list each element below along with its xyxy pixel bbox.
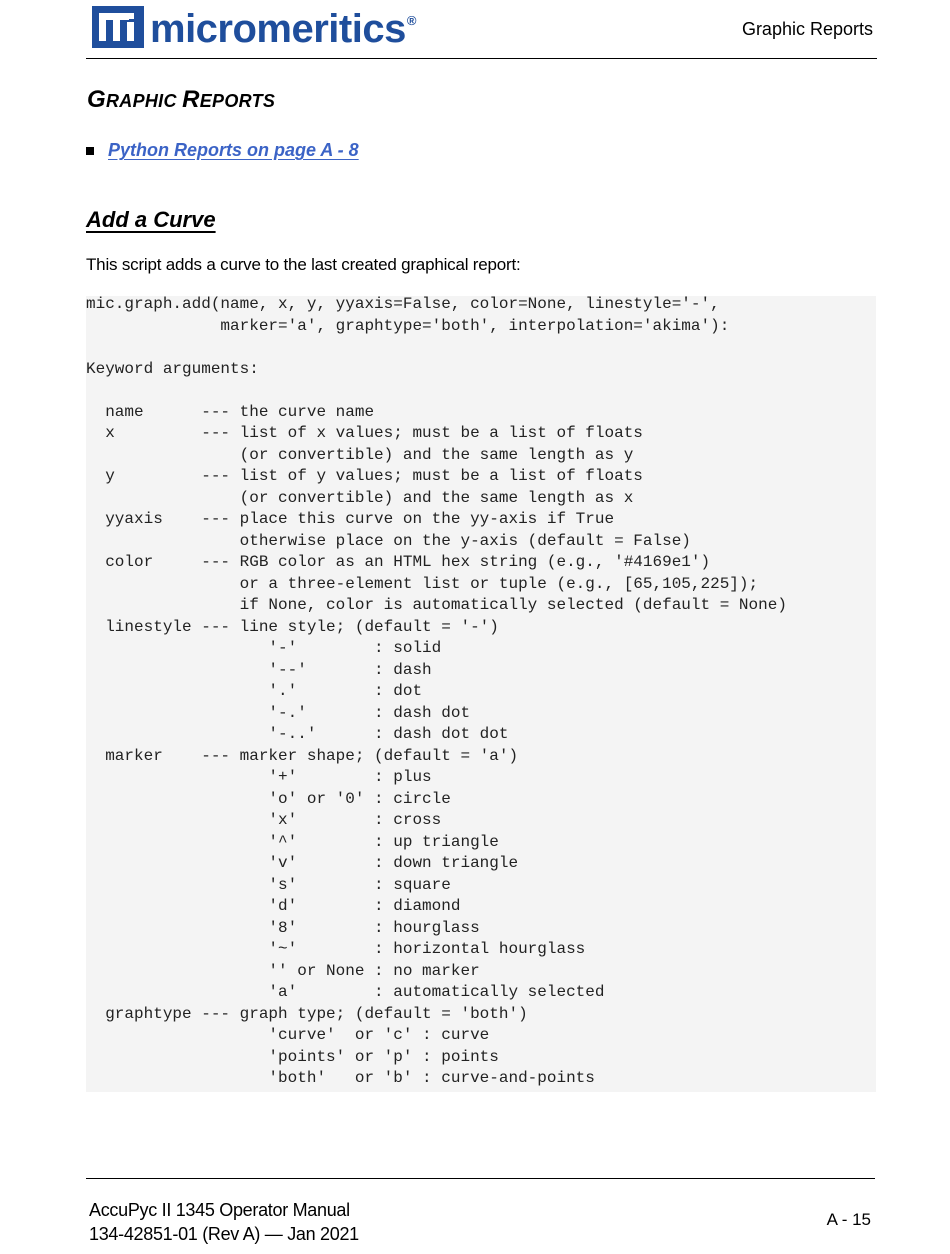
python-reports-link[interactable]: Python Reports on page A - 8 xyxy=(108,140,359,160)
code-line: marker='a', graphtype='both', interpolation='akima'): xyxy=(86,317,730,335)
code-line: otherwise place on the y-axis (default = False) xyxy=(86,532,691,550)
code-line: '8' : hourglass xyxy=(86,919,480,937)
code-line: (or convertible) and the same length as x xyxy=(86,489,634,507)
code-line: marker --- marker shape; (default = 'a') xyxy=(86,747,519,765)
code-line: x --- list of x values; must be a list of floats xyxy=(86,424,643,442)
code-line: name --- the curve name xyxy=(86,403,375,421)
micromeritics-logo-icon xyxy=(92,6,144,48)
footer-divider xyxy=(86,1178,875,1179)
header-divider xyxy=(86,58,877,59)
code-block xyxy=(86,296,876,1092)
code-line: or a three-element list or tuple (e.g., [65,105,225]); xyxy=(86,575,759,593)
code-line: '-.' : dash dot xyxy=(86,704,471,722)
code-line: mic.graph.add(name, x, y, yyaxis=False, color=None, linestyle='-', xyxy=(86,295,720,313)
code-line: graphtype --- graph type; (default = 'both') xyxy=(86,1005,528,1023)
code-line: 'o' or '0' : circle xyxy=(86,790,451,808)
footer-document-info xyxy=(89,1198,359,1246)
code-line: 'x' : cross xyxy=(86,811,442,829)
code-line: linestyle --- line style; (default = '-') xyxy=(86,618,499,636)
code-line: '' or None : no marker xyxy=(86,962,480,980)
cross-reference-bullet xyxy=(86,140,359,161)
code-line: 'curve' or 'c' : curve xyxy=(86,1026,490,1044)
code-line: '^' : up triangle xyxy=(86,833,499,851)
page-header xyxy=(92,6,877,58)
code-line: 's' : square xyxy=(86,876,451,894)
code-line: '-' : solid xyxy=(86,639,442,657)
code-line: color --- RGB color as an HTML hex string (e.g., '#4169e1') xyxy=(86,553,711,571)
bullet-square-icon xyxy=(86,147,94,155)
code-line: '~' : horizontal hourglass xyxy=(86,940,586,958)
code-line: 'both' or 'b' : curve-and-points xyxy=(86,1069,595,1087)
code-line: 'd' : diamond xyxy=(86,897,461,915)
header-title: Graphic Reports xyxy=(741,19,873,39)
brand-wordmark: micromeritics® xyxy=(150,7,416,51)
code-line: yyaxis --- place this curve on the yy-axis if True xyxy=(86,510,615,528)
code-line: '+' : plus xyxy=(86,768,432,786)
subsection-title: Add a Curve xyxy=(86,207,216,232)
code-line: 'points' or 'p' : points xyxy=(86,1048,499,1066)
code-line: Keyword arguments: xyxy=(86,360,259,378)
code-line: if None, color is automatically selected (default = None) xyxy=(86,596,787,614)
code-line: (or convertible) and the same length as y xyxy=(86,446,634,464)
code-line: 'v' : down triangle xyxy=(86,854,519,872)
manual-title: AccuPyc II 1345 Operator Manual xyxy=(89,1200,350,1220)
code-line: '-..' : dash dot dot xyxy=(86,725,509,743)
page-number: A - 15 xyxy=(826,1210,871,1229)
intro-paragraph: This script adds a curve to the last created graphical report: xyxy=(86,255,521,274)
code-line: 'a' : automatically selected xyxy=(86,983,605,1001)
code-line: '.' : dot xyxy=(86,682,423,700)
code-line: '--' : dash xyxy=(86,661,432,679)
section-title: GRAPHIC REPORTS xyxy=(87,86,276,113)
code-line: y --- list of y values; must be a list of floats xyxy=(86,467,643,485)
brand-logo xyxy=(92,6,416,51)
document-number: 134-42851-01 (Rev A) — Jan 2021 xyxy=(89,1224,359,1244)
